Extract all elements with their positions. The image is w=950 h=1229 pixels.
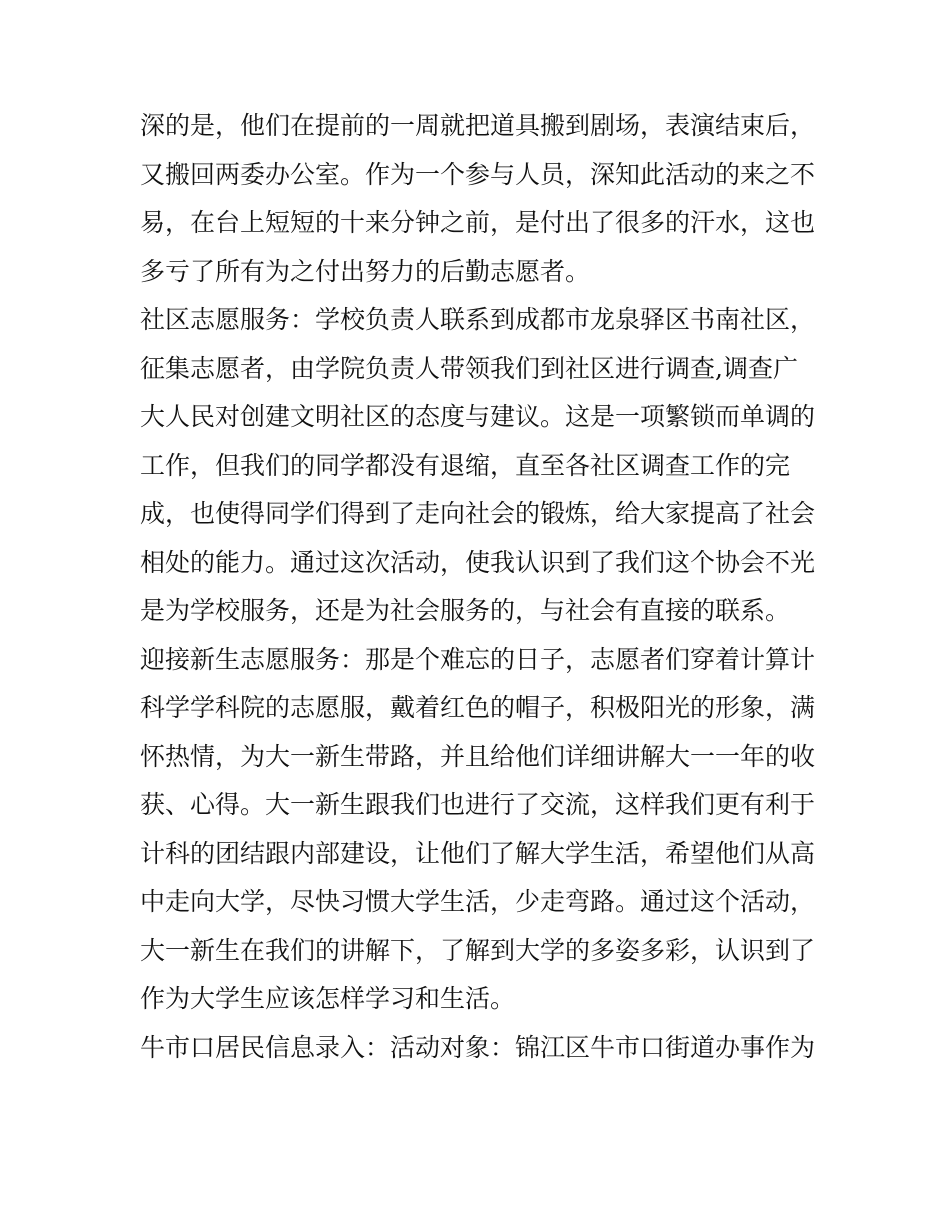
text-line: 获、心得。大一新生跟我们也进行了交流，这样我们更有利于	[140, 790, 816, 819]
text-line: 多亏了所有为之付出努力的后勤志愿者。	[140, 256, 591, 286]
text-line: 迎接新生志愿服务：那是个难忘的日子，志愿者们穿着计算计	[140, 644, 816, 674]
text-line: 深的是，他们在提前的一周就把道具搬到剧场，表演结束后，	[140, 111, 816, 140]
text-line: 牛市口居民信息录入：活动对象：锦江区牛市口街道办事作为	[140, 1032, 816, 1062]
text-line: 易，在台上短短的十来分钟之前，是付出了很多的汗水，这也	[140, 208, 816, 237]
document-body	[140, 102, 820, 1072]
text-line: 中走向大学，尽快习惯大学生活，少走弯路。通过这个活动，	[140, 887, 816, 916]
text-line: 大人民对创建文明社区的态度与建议。这是一项繁锁而单调的	[140, 402, 816, 431]
text-line: 相处的能力。通过这次活动，使我认识到了我们这个协会不光	[140, 547, 816, 577]
text-line: 征集志愿者，由学院负责人带领我们到社区进行调查,调查广	[140, 353, 798, 383]
text-line: 是为学校服务，还是为社会服务的，与社会有直接的联系。	[140, 596, 791, 625]
text-line: 又搬回两委办公室。作为一个参与人员，深知此活动的来之不	[140, 159, 816, 189]
text-line: 科学学科院的志愿服，戴着红色的帽子，积极阳光的形象，满	[140, 693, 816, 722]
text-line: 社区志愿服务：学校负责人联系到成都市龙泉驿区书南社区，	[140, 305, 816, 334]
text-line: 计科的团结跟内部建设，让他们了解大学生活，希望他们从高	[140, 838, 816, 868]
text-line: 作为大学生应该怎样学习和生活。	[140, 984, 516, 1013]
text-line: 成，也使得同学们得到了走向社会的锻炼，给大家提高了社会	[140, 499, 816, 528]
text-line: 工作，但我们的同学都没有退缩，直至各社区调查工作的完	[140, 450, 791, 480]
text-line: 大一新生在我们的讲解下，了解到大学的多姿多彩，认识到了	[140, 935, 816, 965]
text-line: 怀热情，为大一新生带路，并且给他们详细讲解大一一年的收	[140, 741, 816, 771]
